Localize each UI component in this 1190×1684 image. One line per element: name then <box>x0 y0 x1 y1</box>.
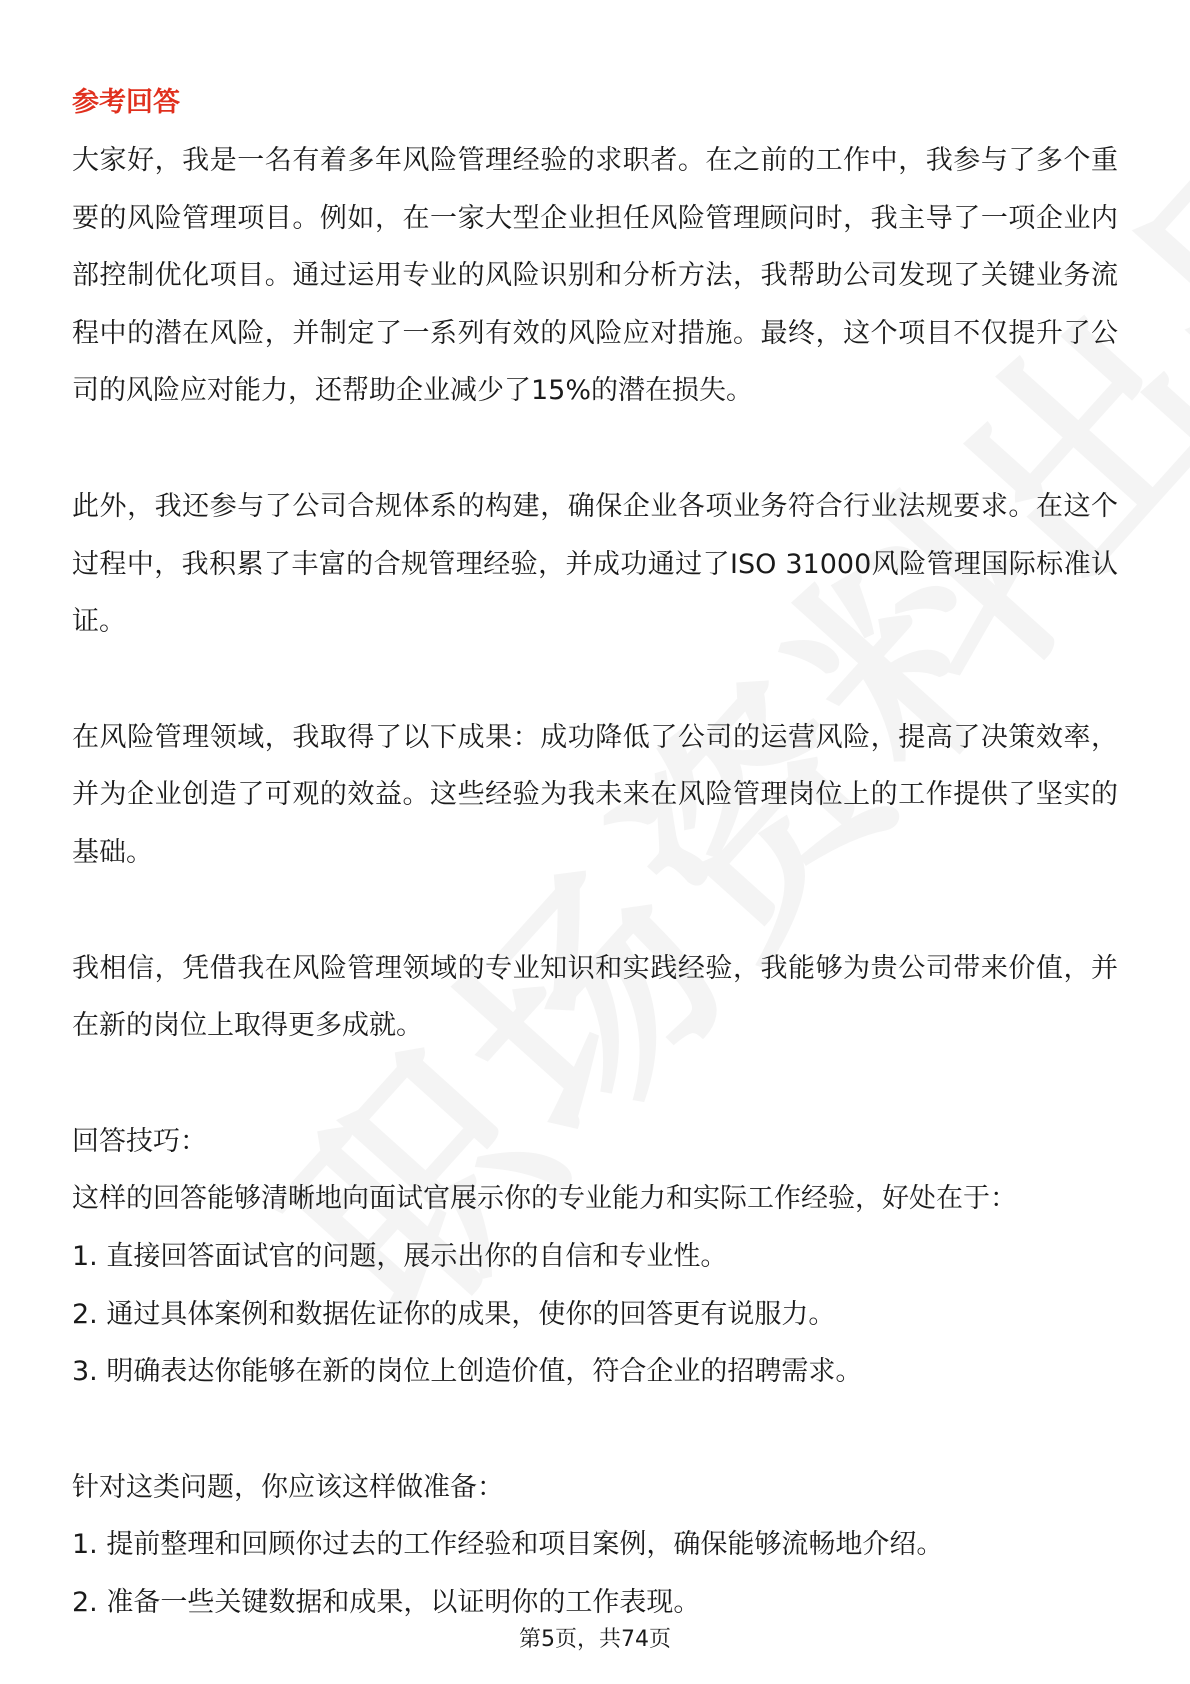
spacer <box>72 420 1118 478</box>
page-footer: 第5页，共74页 <box>519 1627 671 1652</box>
section-title: 参考回答 <box>72 87 180 118</box>
tips-intro: 这样的回答能够清晰地向面试官展示你的专业能力和实际工作经验，好处在于： <box>72 1183 1017 1215</box>
tips-item-3: 3. 明确表达你能够在新的岗位上创造价值，符合企业的招聘需求。 <box>72 1356 863 1388</box>
spacer <box>72 1401 1118 1459</box>
answer-paragraph-4: 我相信，凭借我在风险管理领域的专业知识和实践经验，我能够为贵公司带来价值，并在新的岗位上取得更多成就。 <box>72 952 1118 1042</box>
spacer <box>72 882 1118 940</box>
answer-paragraph-1: 大家好，我是一名有着多年风险管理经验的求职者。在之前的工作中，我参与了多个重要的风险管理项目。例如，在一家大型企业担任风险管理顾问时，我主导了一项企业内部控制优化项目。通过运用专业的风险识别和分析方法，我帮助公司发现了关键业务流程中的潜在风险，并制定了一系列有效的风险应对措施。最终，这个项目不仅提升了公司的风险应对能力，还帮助企业减少了15%的潜在损失。 <box>72 145 1118 407</box>
answer-paragraph-3: 在风险管理领域，我取得了以下成果：成功降低了公司的运营风险，提高了决策效率，并为企业创造了可观的效益。这些经验为我未来在风险管理岗位上的工作提供了坚实的基础。 <box>72 721 1118 868</box>
answer-paragraph-2: 此外，我还参与了公司合规体系的构建，确保企业各项业务符合行业法规要求。在这个过程中，我积累了丰富的合规管理经验，并成功通过了ISO 31000风险管理国际标准认证。 <box>72 490 1118 638</box>
tips-title: 回答技巧： <box>72 1125 207 1157</box>
tips-item-1: 1. 直接回答面试官的问题，展示出你的自信和专业性。 <box>72 1240 728 1272</box>
prep-title: 针对这类问题，你应该这样做准备： <box>72 1471 504 1503</box>
spacer <box>72 651 1118 709</box>
tips-item-2: 2. 通过具体案例和数据佐证你的成果，使你的回答更有说服力。 <box>72 1298 836 1330</box>
spacer <box>72 1055 1118 1113</box>
page-content <box>72 74 1118 1631</box>
prep-item-2: 2. 准备一些关键数据和成果，以证明你的工作表现。 <box>72 1586 701 1618</box>
prep-item-1: 1. 提前整理和回顾你过去的工作经验和项目案例，确保能够流畅地介绍。 <box>72 1529 944 1561</box>
